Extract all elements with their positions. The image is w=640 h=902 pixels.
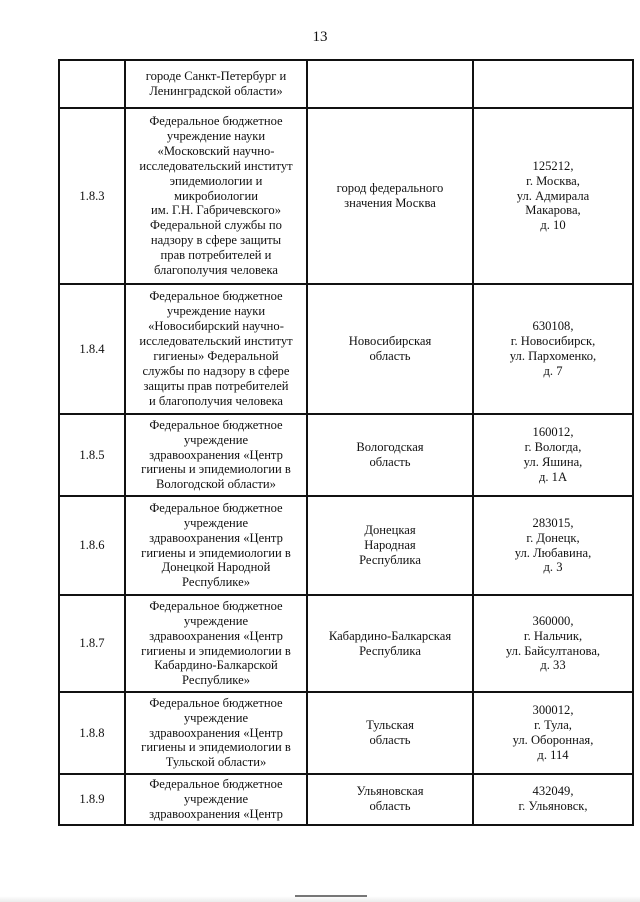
institution-name-cell-line: Федеральное бюджетное	[149, 417, 283, 432]
address-cell-line: г. Ульяновск,	[518, 799, 588, 814]
institution-name-cell	[125, 496, 307, 595]
region-cell-line: Донецкая	[364, 523, 416, 538]
row-number: 1.8.6	[79, 538, 105, 553]
address-cell-line: д. 33	[540, 658, 566, 673]
region-cell-line: область	[369, 349, 411, 363]
institution-name-cell-line: Федеральное бюджетное	[149, 289, 283, 304]
address-cell	[473, 595, 633, 692]
institution-name-cell-line: Кабардино-Балкарской	[154, 658, 278, 673]
institution-name-cell-line: гигиены и эпидемиологии в	[141, 462, 291, 477]
institution-name-cell-line: гигиены и эпидемиологии в	[141, 643, 291, 658]
institution-name-cell-line: Вологодской области»	[156, 477, 276, 492]
institution-name-cell-line: здравоохранения «Центр	[149, 530, 283, 545]
institution-name-cell	[125, 60, 307, 108]
institution-name-cell-line: Тульской области»	[165, 755, 267, 770]
region-cell-line: область	[369, 733, 411, 747]
region-cell-line: Вологодская	[356, 440, 424, 455]
region-cell	[307, 692, 473, 774]
address-cell-line: ул. Любавина,	[514, 545, 592, 560]
institution-name-cell-line: исследовательский институт	[139, 158, 293, 173]
region-cell-line: значения Москва	[344, 196, 436, 210]
table-row	[59, 414, 633, 496]
address-cell-line: ул. Пархоменко,	[509, 349, 597, 363]
address-cell	[473, 108, 633, 284]
institution-name-cell-line: учреждение науки	[166, 304, 266, 319]
table-row	[59, 595, 633, 692]
institution-name-cell-line: эпидемиологии и	[169, 173, 263, 188]
institution-name-cell-line: гигиены и эпидемиологии в	[141, 545, 291, 560]
institution-name-cell	[125, 595, 307, 692]
institution-name-cell-line: исследовательский институт	[139, 334, 293, 349]
institution-name-cell-line: Федеральное бюджетное	[149, 598, 283, 613]
region-cell	[307, 496, 473, 595]
row-number-cell	[59, 595, 125, 692]
address-cell	[473, 692, 633, 774]
address-cell-line: г. Вологда,	[524, 440, 582, 455]
institution-name-cell-line: «Московский научно-	[157, 143, 275, 158]
institution-name-cell-line: Ленинградской области»	[149, 84, 283, 98]
institution-name-cell-line: Республике»	[181, 575, 250, 590]
institutions-table	[58, 59, 634, 826]
row-number-cell	[59, 414, 125, 496]
address-cell-line: д. 7	[543, 363, 563, 378]
address-cell-line: г. Москва,	[526, 173, 580, 188]
address-cell-line: ул. Байсултанова,	[505, 643, 601, 658]
page-number: 13	[312, 29, 328, 45]
row-number-cell	[59, 692, 125, 774]
institution-name-cell	[125, 692, 307, 774]
institution-name-cell-line: им. Г.Н. Габричевского»	[150, 203, 281, 218]
institution-name-cell-line: надзору в сфере защиты	[150, 233, 282, 248]
address-cell-line: ул. Адмирала	[516, 188, 590, 203]
region-cell-line: Новосибирская	[348, 334, 432, 349]
institution-name-cell-line: здравоохранения «Центр	[149, 806, 283, 821]
address-cell-line: 125212,	[532, 158, 574, 173]
scan-mark	[295, 895, 367, 897]
row-number: 1.8.7	[79, 636, 105, 651]
address-cell-line: 160012,	[532, 425, 574, 440]
institution-name-cell-line: и благополучия человека	[149, 393, 283, 408]
table-body	[59, 60, 633, 825]
institution-name-cell-line: здравоохранения «Центр	[149, 447, 283, 462]
table-row	[59, 108, 633, 284]
region-cell	[307, 108, 473, 284]
institution-name-cell-line: гигиены» Федеральной	[153, 349, 279, 363]
institution-name-cell-line: здравоохранения «Центр	[149, 725, 283, 740]
institution-name-cell-line: службы по надзору в сфере	[142, 363, 290, 378]
address-cell	[473, 60, 633, 108]
address-cell-line: Макарова,	[525, 203, 581, 218]
institution-name-cell-line: Федеральное бюджетное	[149, 500, 283, 515]
address-cell-line: 283015,	[532, 515, 574, 530]
row-number-cell	[59, 60, 125, 108]
institution-name-cell-line: гигиены и эпидемиологии в	[141, 740, 291, 755]
institution-name-cell-line: учреждение	[183, 613, 249, 628]
institution-name-cell	[125, 108, 307, 284]
institution-name-cell-line: Донецкой Народной	[161, 560, 271, 575]
region-cell-line: Республика	[359, 643, 421, 658]
address-cell-line: д. 114	[537, 747, 569, 762]
region-cell-line: Народная	[364, 538, 416, 553]
address-cell-line: д. 1А	[538, 469, 568, 484]
region-cell-line: область	[369, 455, 411, 469]
address-cell-line: г. Нальчик,	[523, 628, 583, 643]
address-cell-line: 432049,	[532, 784, 574, 799]
row-number-cell	[59, 496, 125, 595]
row-number-cell	[59, 774, 125, 825]
institution-name-cell-line: Республике»	[181, 673, 250, 688]
table-row	[59, 692, 633, 774]
address-cell	[473, 414, 633, 496]
institution-name-cell-line: здравоохранения «Центр	[149, 628, 283, 643]
address-cell-line: г. Тула,	[534, 718, 572, 733]
row-number: 1.8.8	[79, 725, 105, 740]
address-cell-line: 630108,	[532, 319, 574, 334]
table-row	[59, 774, 633, 825]
institution-name-cell-line: учреждение	[183, 515, 249, 530]
address-cell-line: д. 3	[543, 560, 563, 575]
address-cell-line: г. Новосибирск,	[510, 334, 596, 349]
institution-name-cell-line: микробиологии	[174, 188, 258, 203]
row-number: 1.8.5	[79, 447, 105, 462]
institution-name-cell-line: прав потребителей и	[160, 248, 272, 263]
row-number-cell	[59, 284, 125, 414]
institution-name-cell-line: Федеральное бюджетное	[149, 695, 283, 710]
region-cell-line: Кабардино-Балкарская	[328, 628, 452, 643]
institution-name-cell	[125, 284, 307, 414]
table-row	[59, 284, 633, 414]
region-cell	[307, 595, 473, 692]
row-number: 1.8.9	[79, 791, 105, 806]
institution-name-cell-line: учреждение	[183, 710, 249, 725]
institution-name-cell	[125, 774, 307, 825]
institution-name-cell-line: Федеральное бюджетное	[149, 114, 283, 129]
table-row	[59, 60, 633, 108]
region-cell-line: Ульяновская	[356, 784, 424, 799]
address-cell	[473, 774, 633, 825]
row-number-cell	[59, 108, 125, 284]
address-cell-line: д. 10	[540, 218, 566, 233]
table-row	[59, 496, 633, 595]
region-cell	[307, 774, 473, 825]
address-cell-line: г. Донецк,	[526, 530, 580, 545]
region-cell-line: область	[369, 799, 411, 814]
address-cell-line: 360000,	[532, 613, 574, 628]
institution-name-cell	[125, 414, 307, 496]
region-cell-line: город федерального	[336, 181, 444, 196]
institution-name-cell-line: Федеральной службы по	[150, 218, 282, 233]
address-cell	[473, 284, 633, 414]
institution-name-cell-line: городе Санкт-Петербург и	[145, 69, 287, 84]
row-number: 1.8.4	[79, 341, 105, 356]
institution-name-cell-line: «Новосибирский научно-	[148, 319, 284, 334]
region-cell	[307, 284, 473, 414]
institution-name-cell-line: Федеральное бюджетное	[149, 777, 283, 791]
institution-name-cell-line: благополучия человека	[153, 263, 279, 278]
institution-name-cell-line: учреждение	[183, 432, 249, 447]
institution-name-cell-line: учреждение науки	[166, 128, 266, 143]
address-cell-line: ул. Яшина,	[523, 455, 583, 469]
address-cell-line: ул. Оборонная,	[512, 733, 594, 747]
region-cell	[307, 60, 473, 108]
institution-name-cell-line: учреждение	[183, 791, 249, 806]
row-number: 1.8.3	[79, 188, 105, 203]
address-cell-line: 300012,	[532, 703, 574, 718]
region-cell	[307, 414, 473, 496]
address-cell	[473, 496, 633, 595]
institution-name-cell-line: защиты прав потребителей	[143, 378, 289, 393]
region-cell-line: Тульская	[366, 718, 414, 733]
region-cell-line: Республика	[359, 552, 421, 567]
